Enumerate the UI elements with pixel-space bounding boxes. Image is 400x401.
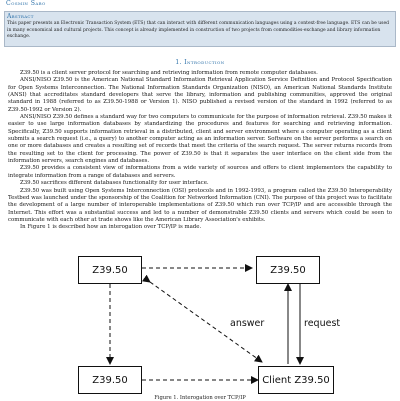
node-top-left: Z39.50 [78, 256, 142, 284]
abstract-text: This paper presents an Electronic Transaction System (ETS) that can interact with different communication languages using a context-free language. ETS can be used in many economical and cultural projects. This concept is already implemented in construction of two projects from commodities-exchange and library information exchange. [7, 21, 390, 39]
figure-interrogation [0, 250, 400, 400]
node-top-right: Z39.50 [256, 256, 320, 284]
paragraph: ANSI/NISO Z39.50 is the American National Standard Information Retrieval Application Service Definition and Protocol Specification for Open Systems Interconnection. The National Information Standards Organization (NISO), an American National Standards Institute (ANSI) that accreditates standard developers that serve the library, information and publishing communities, approved the original standard in 1988 (referred to as Z39.50-1988 or Version 1). NISO published a revised version of the standard in 1992 (referred to as Z39.50-1992 or Version 2). [8, 77, 392, 113]
body-text [8, 70, 392, 232]
paragraph: Z39.50 is a client server protocol for searching and retrieving information from remote computer databases. [20, 70, 318, 76]
node-bottom-right: Client Z39.50 [258, 366, 334, 394]
paragraph: Z39.50 provides a consistent view of informations from a wide variety of sources and offers to client implementors the capability to integrate information from a range of databases and servers. [8, 165, 392, 179]
paragraph: In Figure 1 is described how an interogation over TCP/IP is made. [20, 224, 202, 231]
paragraph: Z39.50 sacrifices different databases functionality for user interface. [20, 180, 209, 187]
abstract-heading: Abstract [7, 13, 34, 20]
answer-label: answer [230, 318, 265, 329]
figure-caption: Figure 1. Interogation over TCP/IP [154, 395, 246, 401]
request-label: request [304, 318, 341, 329]
section-heading: 1. Introduction [175, 59, 225, 66]
node-bottom-left: Z39.50 [78, 366, 142, 394]
author-name: Cosmin Sabo [6, 0, 46, 7]
paragraph: ANSI/NISO Z39.50 defines a standard way for two computers to communicate for the purpose of information retrieval. Z39.50 makes it easier to use large information databases by standardizing the procedures and features for searching and retrieving information. Specifically, Z39.50 supports information retrieval in a distributed, client and server environment where a computer operating as a client submits a search request (i.e., a query) to another computer acting as an information server. Software on the server performs a search on one or more databases and creates a resulting set of records that meet the criteria of the search request. The server returns records from the resulting set to the client for processing. The power of Z39.50 is that it separates the user interface on the client side from the information servers, search engines and databases. [8, 114, 392, 165]
paragraph: Z39.50 was built using Open Systems Interconnection (OSI) protocols and in 1992-1993, a program called the Z39.50 Interoperability Testbed was launched under the sponsorship of the Coalition for Networked Information (CNI). The purpose of this project was to facilitate the development of a large number of interoperable implementations of Z39.50 which run over TCP/IP and are accessible through the Internet. This effort was a substantial success and led to a number of demonstrable Z39.50 clients and servers which could be seen to communicate with each other at trade shows like the American Library Association's exhibits. [8, 187, 392, 223]
